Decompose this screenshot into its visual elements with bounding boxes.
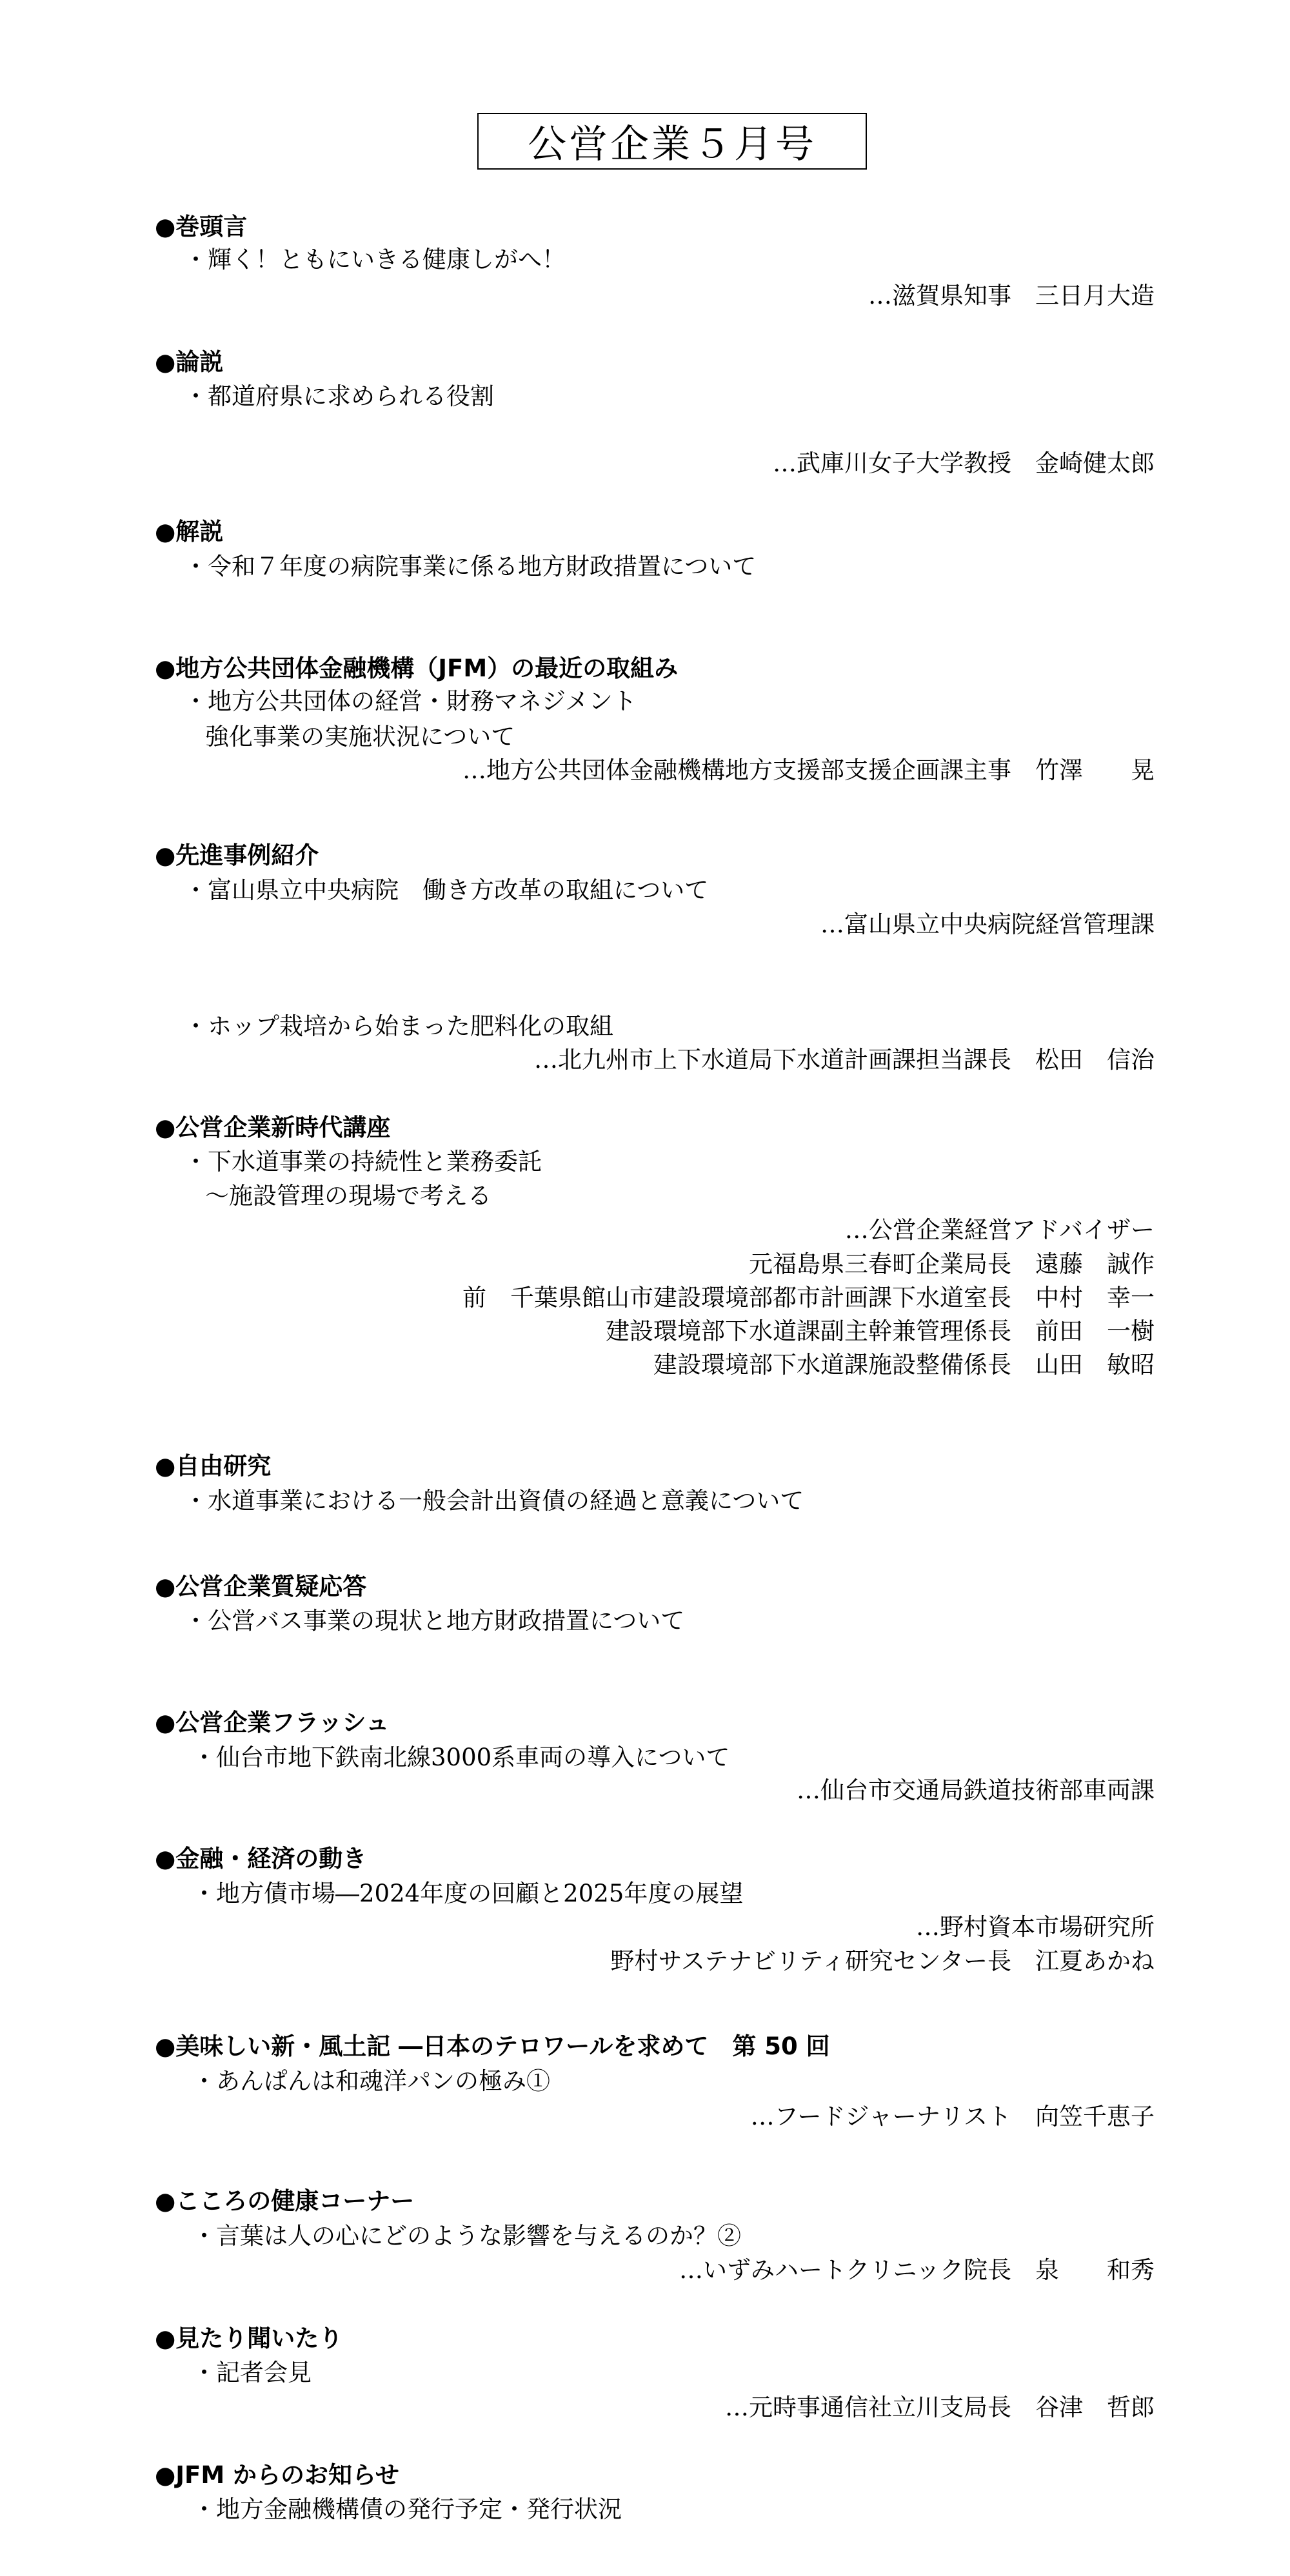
article-author: 元福島県三春町企業局長 遠藤 誠作 — [749, 1250, 1155, 1278]
article-title: ・地方債市場―2024年度の回顧と2025年度の展望 — [192, 1880, 744, 1907]
article-title: ・公営バス事業の現状と地方財政措置について — [184, 1607, 685, 1635]
section-heading-shitsugi: ●公営企業質疑応答 — [155, 1573, 367, 1600]
article-author: …野村資本市場研究所 — [915, 1913, 1274, 1941]
section-heading-jfm: ●地方公共団体金融機構（JFM）の最近の取組み — [155, 654, 679, 682]
article-title: ・輝く！ともにいきる健康しがへ！ — [184, 246, 566, 273]
article-author: …滋賀県知事 三日月大造 — [868, 282, 1155, 310]
article-author: …武庫川女子大学教授 金崎健太郎 — [773, 449, 1155, 477]
article-author: 建設環境部下水道課副主幹兼管理係長 前田 一樹 — [606, 1317, 1155, 1345]
section-heading-kaisetsu: ●解説 — [155, 518, 224, 546]
article-author: …元時事通信社立川支局長 谷津 哲郎 — [725, 2394, 1155, 2421]
section-heading-kinyu: ●金融・経済の動き — [155, 1845, 367, 1873]
article-author: …仙台市交通局鉄道技術部車両課 — [797, 1776, 1155, 1804]
article-author: …富山県立中央病院経営管理課 — [820, 910, 1155, 938]
section-heading-jfm-news: ●JFM からのお知らせ — [155, 2461, 399, 2489]
article-title: ・令和７年度の病院事業に係る地方財政措置について — [184, 553, 757, 580]
article-author: …公営企業経営アドバイザー — [844, 1216, 1250, 1244]
article-title: ・都道府県に求められる役割 — [184, 382, 494, 410]
article-title: ・あんぱんは和魂洋パンの極み① — [192, 2067, 550, 2095]
article-title: ・言葉は人の心にどのような影響を与えるのか？② — [192, 2222, 741, 2250]
section-heading-flash: ●公営企業フラッシュ — [155, 1709, 390, 1736]
page-title: 公営企業５月号 — [477, 113, 867, 170]
article-author: …北九州市上下水道局下水道計画課担当課長 松田 信治 — [534, 1046, 1155, 1074]
article-title: ・記者会見 — [192, 2359, 312, 2386]
section-heading-shinjidai: ●公営企業新時代講座 — [155, 1114, 391, 1141]
section-heading-kantogen: ●巻頭言 — [155, 213, 248, 241]
article-title: ・ホップ栽培から始まった肥料化の取組 — [184, 1012, 613, 1040]
section-heading-mitari: ●見たり聞いたり — [155, 2325, 343, 2352]
article-title-cont: 〜施設管理の現場で考える — [205, 1182, 491, 1210]
article-title-cont: 強化事業の実施状況について — [205, 723, 515, 751]
article-author: 建設環境部下水道課施設整備係長 山田 敏昭 — [653, 1351, 1155, 1379]
article-author: 前 千葉県館山市建設環境部都市計画課下水道室長 中村 幸一 — [462, 1284, 1155, 1312]
section-heading-ronsetsu: ●論説 — [155, 348, 224, 376]
article-title: ・富山県立中央病院 働き方改革の取組について — [184, 876, 709, 904]
article-title: ・下水道事業の持続性と業務委託 — [184, 1148, 542, 1175]
article-title: ・地方金融機構債の発行予定・発行状況 — [192, 2495, 622, 2523]
article-title: ・仙台市地下鉄南北線3000系車両の導入について — [192, 1744, 730, 1771]
article-author: …いずみハートクリニック院長 泉 和秀 — [679, 2256, 1155, 2284]
article-author: …フードジャーナリスト 向笠千恵子 — [750, 2103, 1155, 2130]
article-author: …地方公共団体金融機構地方支援部支援企画課主事 竹澤 晃 — [462, 756, 1155, 784]
section-heading-jiyu: ●自由研究 — [155, 1452, 272, 1480]
article-title: ・地方公共団体の経営・財務マネジメント — [184, 687, 637, 715]
section-heading-senshin: ●先進事例紹介 — [155, 841, 319, 869]
section-heading-kokoro: ●こころの健康コーナー — [155, 2187, 415, 2215]
article-title: ・水道事業における一般会計出資債の経過と意義について — [184, 1487, 804, 1515]
article-author: 野村サステナビリティ研究センター長 江夏あかね — [610, 1947, 1155, 1975]
section-heading-fudoki: ●美味しい新・風土記 ―日本のテロワールを求めて 第 50 回 — [155, 2032, 830, 2060]
